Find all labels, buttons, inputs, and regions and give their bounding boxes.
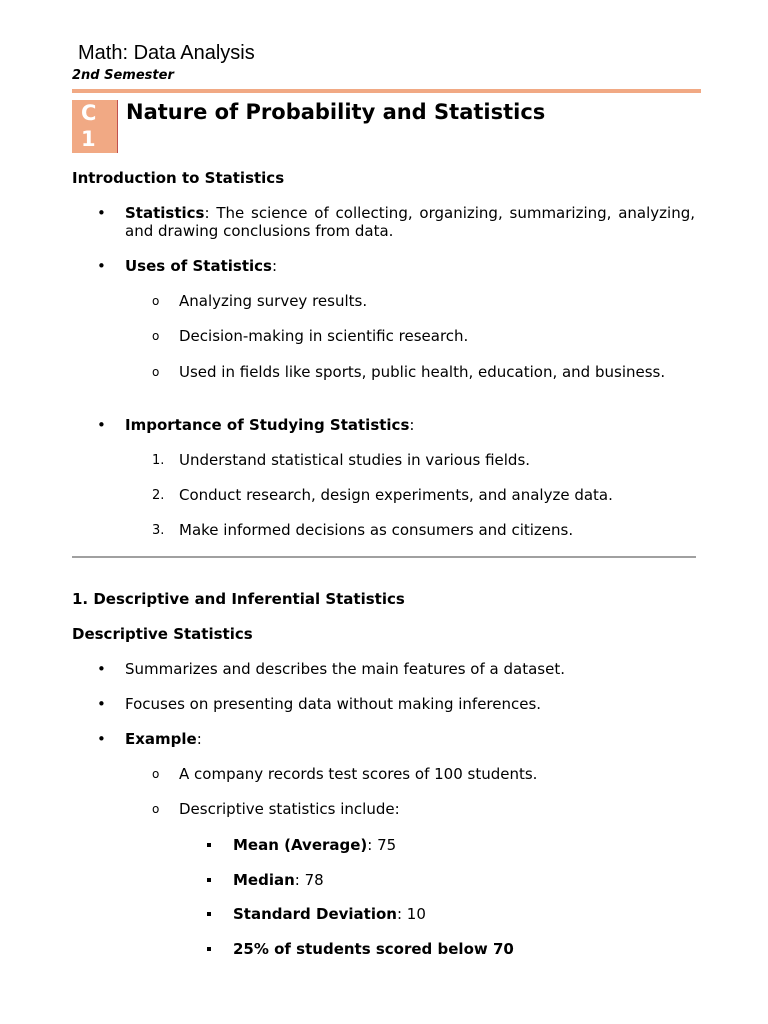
bullet-icon: • [97,204,106,222]
chapter-badge-letter: C [81,101,97,125]
semester-label: 2nd Semester [72,68,174,83]
list-number: 1. [152,453,165,468]
stat-item [233,940,514,958]
list-item: Conduct research, design experiments, and analyze data. [179,486,613,504]
stat-value: : 78 [294,871,324,889]
intro-heading: Introduction to Statistics [72,169,285,187]
chapter-badge [72,100,118,153]
list-item: Summarizes and describes the main features of a dataset. [125,660,565,678]
list-item: Focuses on presenting data without making inferences. [125,695,542,713]
sub-heading: Descriptive Statistics [72,625,253,643]
list-item: Decision-making in scientific research. [179,327,469,345]
example-term: Example [125,730,197,748]
statistics-def-text: : The science of collecting, organizing, summarizing, analyzing, and drawing conclusions from data. [125,204,695,240]
uses-colon: : [271,257,278,275]
square-bullet-icon [207,947,211,951]
bullet-icon: • [97,730,106,748]
list-item: A company records test scores of 100 students. [179,765,538,783]
stat-item [233,871,324,889]
circle-bullet-icon: o [152,329,160,343]
stat-item [233,836,396,854]
statistics-definition [125,204,695,240]
document-title: Math: Data Analysis [78,42,255,64]
list-item: Make informed decisions as consumers and citizens. [179,521,574,539]
circle-bullet-icon: o [152,802,160,816]
square-bullet-icon [207,912,211,916]
stat-term: Mean (Average) [233,836,368,854]
importance-term: Importance of Studying Statistics [125,416,410,434]
chapter-title: Nature of Probability and Statistics [126,100,546,124]
list-item: Descriptive statistics include: [179,800,400,818]
stat-value: : 75 [367,836,397,854]
stat-term: Standard Deviation [233,905,397,923]
example-heading [125,730,202,748]
importance-colon: : [409,416,415,434]
list-item: Used in fields like sports, public health, education, and business. [179,363,666,381]
square-bullet-icon [207,843,211,847]
importance-heading [125,416,414,434]
circle-bullet-icon: o [152,294,160,308]
bullet-icon: • [97,416,106,434]
list-item: Analyzing survey results. [179,292,368,310]
example-colon: : [196,730,202,748]
list-number: 2. [152,488,165,503]
stat-term: 25% of students scored below 70 [233,940,514,958]
uses-term: Uses of Statistics [125,257,272,275]
bullet-icon: • [97,257,106,275]
section-divider [72,556,696,558]
bullet-icon: • [97,695,106,713]
list-item: Understand statistical studies in various fields. [179,451,531,469]
uses-heading [125,257,277,275]
stat-item [233,905,426,923]
stat-value: : 10 [396,905,426,923]
stat-term: Median [233,871,295,889]
section-heading: 1. Descriptive and Inferential Statistics [72,590,405,608]
square-bullet-icon [207,878,211,882]
chapter-badge-number: 1 [81,127,96,151]
statistics-term: Statistics [125,204,205,222]
circle-bullet-icon: o [152,365,160,379]
bullet-icon: • [97,660,106,678]
circle-bullet-icon: o [152,767,160,781]
list-number: 3. [152,523,165,538]
header-rule [72,89,701,93]
